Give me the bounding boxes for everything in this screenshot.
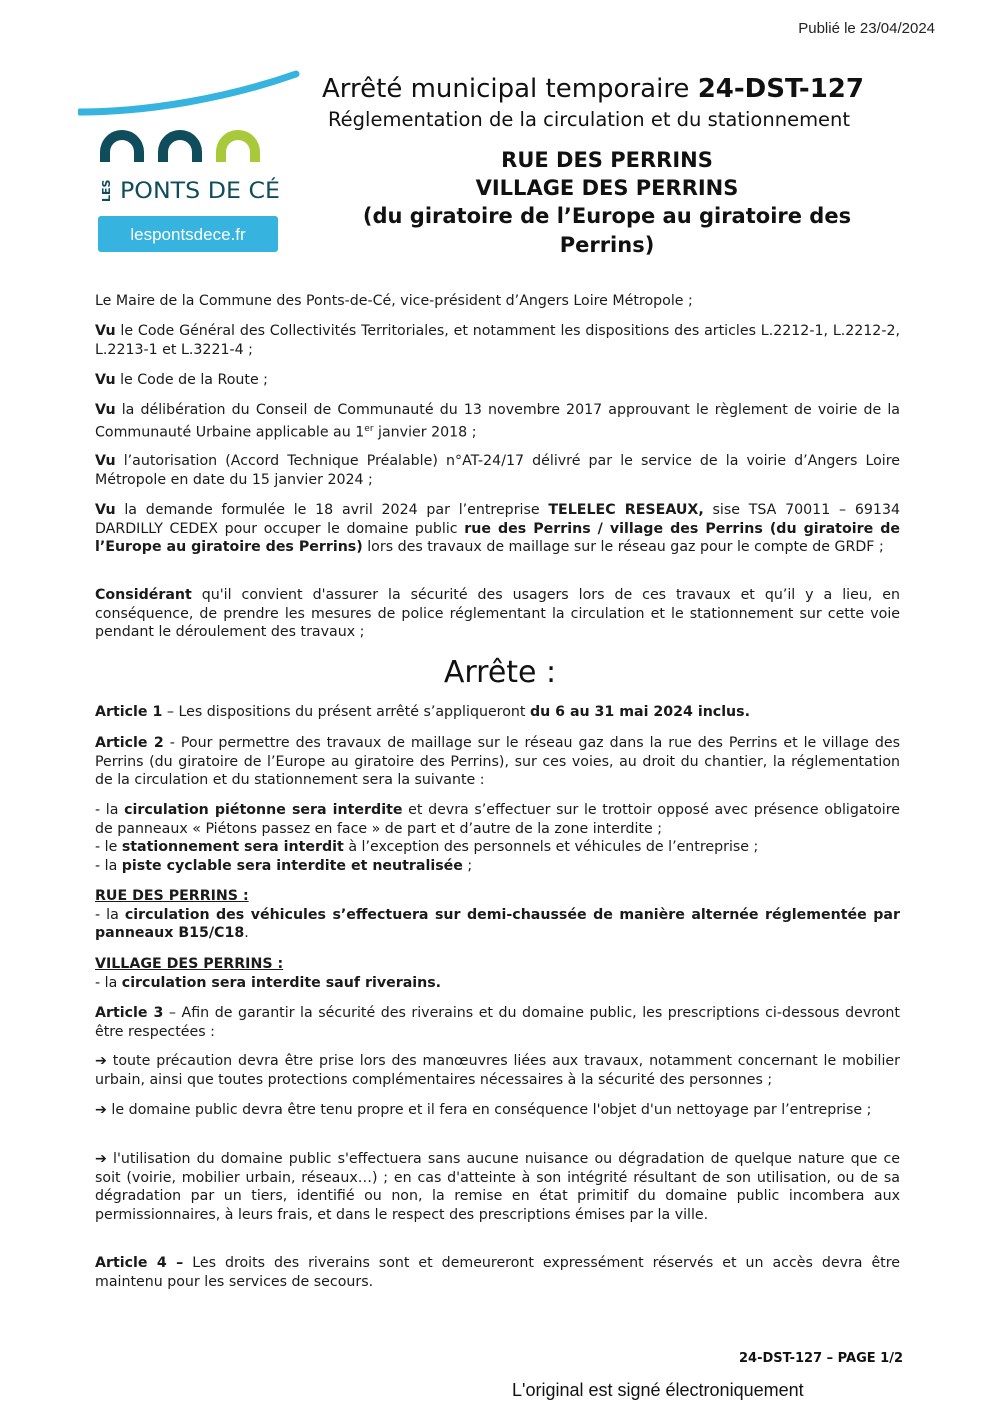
item-bold: circulation sera interdite sauf riverains. — [121, 974, 442, 991]
item-prefix: - la — [95, 906, 125, 923]
vu-2-text: le Code de la Route ; — [115, 372, 268, 388]
article-2-item-cycle — [95, 857, 900, 876]
item-bold: stationnement sera interdit — [121, 839, 344, 855]
street-line-4: Perrins) — [559, 233, 655, 257]
arrow-icon: ➔ — [95, 1102, 107, 1118]
vu-3-text-end: janvier 2018 ; — [373, 424, 477, 441]
article-3-label: Article 3 — [95, 1005, 164, 1021]
article-2-text: - Pour permettre des travaux de maillage sur le réseau gaz dans la rue des Perrins et le village des Perrins (du giratoire de l’Europe au giratoire des Perrins), sur ces voies, au droit du chantier, la réglementation de la circulation et du stationnement sera la suivante : — [95, 735, 900, 788]
point-text: l'utilisation du domaine public s'effectuera sans aucune nuisance ou dégradation de quelque nature que ce soit (voirie, mobilier urbain, réseaux…) ; en cas d'atteinte à son intégrité résultant de son utilisation, ou de sa dégradation par un tiers, identifié ou non, la remise en état primitif du domaine public incombera aux permissionnaires, à leurs frais, et dans le respect des prescriptions émises par la ville. — [95, 1151, 900, 1223]
location-bold: rue des Perrins / village des Perrins (du giratoire de l’Europe au giratoire des Perrins) — [95, 520, 901, 555]
signature-note: L'original est signé électroniquement — [512, 1380, 804, 1400]
article-1-label: Article 1 — [95, 704, 163, 720]
article-4 — [95, 1254, 900, 1291]
decree-title — [322, 74, 864, 104]
item-prefix: - la — [95, 857, 122, 874]
article-2-label: Article 2 — [95, 735, 164, 751]
vu-label: Vu — [95, 402, 116, 418]
rue-section — [95, 887, 900, 943]
preamble-vu-4 — [95, 452, 900, 489]
logo-brand: PONTS DE CÉ — [120, 179, 269, 204]
city-logo — [78, 70, 300, 255]
article-2-item-parking — [95, 838, 900, 857]
article-3 — [95, 1004, 900, 1041]
vu-label: Vu — [95, 502, 116, 518]
street-line-3: (du giratoire de l’Europe au giratoire des — [362, 204, 852, 228]
street-line-1: RUE DES PERRINS — [501, 148, 713, 172]
preamble-maire: Le Maire de la Commune des Ponts-de-Cé, vice-président d’Angers Loire Métropole ; — [95, 293, 693, 309]
article-2-item-pedestrian — [95, 801, 900, 838]
vu-5-text-e: lors des travaux de maillage sur le réseau gaz pour le compte de GRDF ; — [362, 539, 884, 555]
preamble-vu-3 — [95, 401, 900, 442]
article-2-list — [95, 801, 900, 875]
preamble-considerant — [95, 586, 900, 642]
preamble-vu-2 — [95, 371, 900, 390]
item-bold: piste cyclable sera interdite et neutralisée — [121, 857, 463, 874]
point-text: toute précaution devra être prise lors des manœuvres liées aux travaux, notamment concernant le mobilier urbain, ainsi que toutes protections complémentaires nécessaires à la sécurité des personnes ; — [95, 1053, 900, 1088]
article-3-text: – Afin de garantir la sécurité des riverains et du domaine public, les prescriptions ci-dessous devront être respectées : — [95, 1005, 900, 1040]
item-prefix: - le — [95, 839, 122, 855]
rue-section-item — [95, 906, 900, 943]
item-bold: circulation des véhicules s’effectuera sur demi-chaussée de manière alternée réglementée par panneaux B15/C18 — [95, 906, 900, 941]
article-3-point-3 — [95, 1150, 900, 1224]
decree-title-prefix: Arrêté municipal temporaire — [322, 74, 698, 104]
article-2 — [95, 734, 900, 790]
vu-5-text-a: la demande formulée le 18 avril 2024 par l’entreprise — [115, 502, 549, 518]
arrete-heading: Arrête : — [443, 655, 557, 690]
item-text: à l’exception des personnels et véhicules de l’entreprise ; — [343, 839, 759, 855]
page-reference: 24-DST-127 – PAGE 1/2 — [739, 1351, 903, 1366]
considerant-label: Considérant — [95, 587, 192, 603]
logo-url: lespontsdece.fr — [130, 225, 246, 244]
logo-prefix: LES — [100, 179, 113, 202]
point-text: le domaine public devra être tenu propre et il fera en conséquence l'objet d'un nettoyage par l’entreprise ; — [106, 1102, 872, 1118]
vu-4-text: l’autorisation (Accord Technique Préalable) n°AT-24/17 délivré par le service de la voirie d’Angers Loire Métropole en date du 15 janvier 2024 ; — [95, 453, 900, 488]
decree-reference: 24-DST-127 — [697, 74, 864, 104]
street-line-2: VILLAGE DES PERRINS — [475, 176, 739, 200]
article-3-point-1 — [95, 1052, 900, 1089]
item-text: ; — [462, 857, 473, 874]
village-section — [95, 955, 900, 992]
item-prefix: - la — [95, 802, 125, 818]
item-text: et devra s’effectuer sur le trottoir opposé avec présence obligatoire de panneaux « Piétons passez en face » de part et d’autre de la zone interdite ; — [95, 802, 900, 837]
article-1-text: – Les dispositions du présent arrêté s’appliqueront — [162, 704, 530, 720]
village-section-item — [95, 974, 900, 993]
published-date: Publié le 23/04/2024 — [798, 20, 935, 37]
article-1 — [95, 703, 900, 722]
vu-3-sup: er — [364, 423, 374, 434]
company-name: TELELEC RESEAUX, — [548, 502, 704, 518]
decree-subtitle: Réglementation de la circulation et du stationnement — [328, 108, 851, 131]
arrow-icon: ➔ — [95, 1151, 107, 1167]
preamble-vu-1 — [95, 322, 900, 359]
logo-graphic — [78, 70, 300, 255]
item-text: . — [244, 925, 249, 941]
article-4-text: Les droits des riverains sont et demeureront expressément réservés et un accès devra être maintenu pour les services de secours. — [95, 1255, 900, 1290]
article-3-point-2 — [95, 1101, 900, 1120]
vu-1-text: le Code Général des Collectivités Territoriales, et notamment les dispositions des articles L.2212-1, L.2212-2, L.2213-1 et L.3221-4 ; — [95, 323, 900, 358]
village-section-title: VILLAGE DES PERRINS : — [95, 956, 284, 972]
vu-label: Vu — [95, 323, 116, 339]
vu-label: Vu — [95, 453, 116, 469]
item-prefix: - la — [95, 974, 122, 991]
article-1-dates: du 6 au 31 mai 2024 inclus. — [529, 704, 750, 720]
vu-3-text: la délibération du Conseil de Communauté du 13 novembre 2017 approuvant le règlement de voirie de la Communauté Urbaine applicable au 1 — [95, 402, 900, 441]
considerant-text: qu'il convient d'assurer la sécurité des usagers lors de ces travaux et qu’il y a lieu, en conséquence, de prendre les mesures de police réglementant la circulation et le stationnement sur cette voie pendant le déroulement des travaux ; — [95, 587, 900, 640]
vu-label: Vu — [95, 372, 116, 388]
arrow-icon: ➔ — [95, 1053, 107, 1069]
preamble-vu-5 — [95, 501, 900, 557]
vu-5-text-c: sise TSA 70011 – 69134 DARDILLY CEDEX pour occuper le domaine public — [95, 502, 900, 537]
article-4-label: Article 4 – — [95, 1255, 184, 1271]
rue-section-title: RUE DES PERRINS : — [95, 888, 249, 904]
item-bold: circulation piétonne sera interdite — [124, 802, 403, 818]
